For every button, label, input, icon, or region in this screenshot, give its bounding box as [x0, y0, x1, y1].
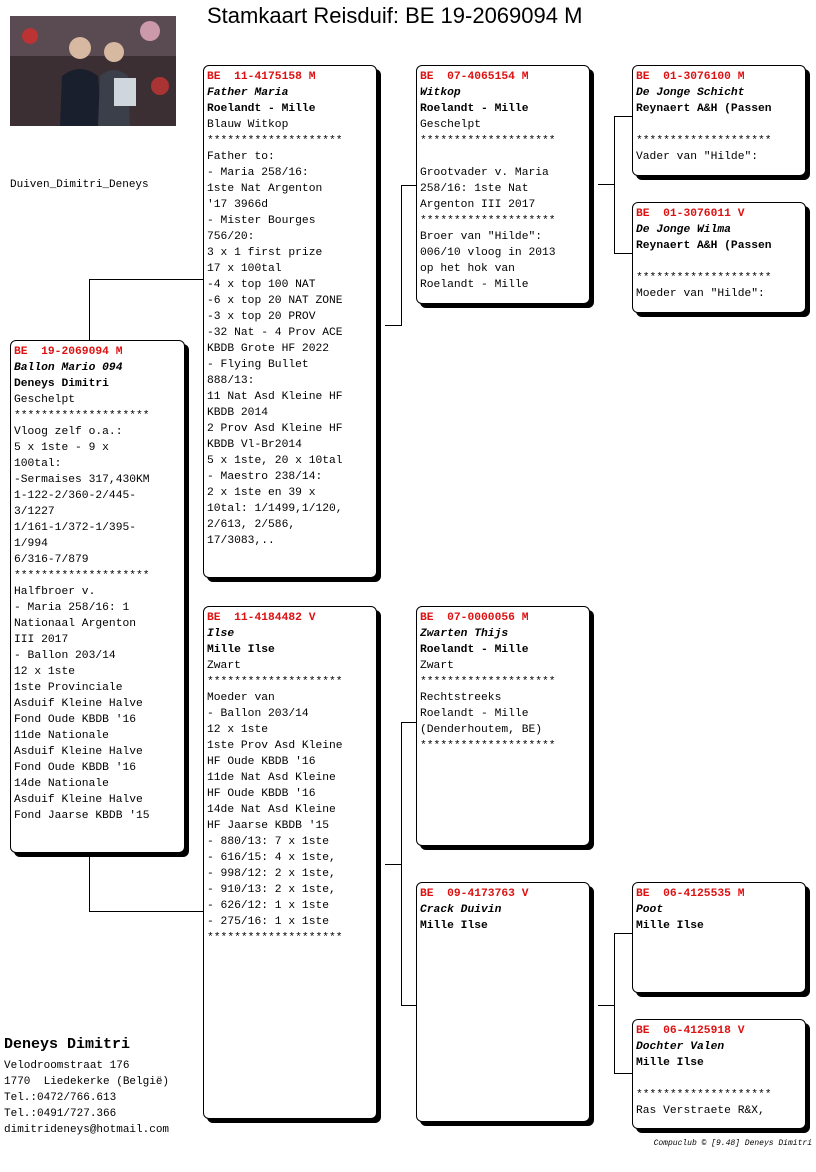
- breeder-name: Roelandt - Mille: [420, 644, 529, 656]
- detail-line: op het hok van: [420, 263, 515, 275]
- detail-line: KBDB Grote HF 2022: [207, 343, 330, 355]
- detail-line: Vader van "Hilde":: [636, 151, 759, 163]
- ring-number: BE 07-0000056 M: [420, 612, 529, 624]
- footer-city: 1770 Liedekerke (België): [4, 1076, 170, 1088]
- connector: [401, 1005, 417, 1006]
- page-title: Stamkaart Reisduif: BE 19-2069094 M: [207, 3, 583, 28]
- detail-line: Asduif Kleine Halve: [14, 698, 143, 710]
- pigeon-name: Zwarten Thijs: [420, 628, 509, 640]
- detail-line: - 910/13: 2 x 1ste,: [207, 884, 336, 896]
- detail-line: ********************: [420, 215, 556, 227]
- pigeon-name: Ballon Mario 094: [14, 362, 123, 374]
- connector: [89, 852, 90, 912]
- breeder-name: Mille Ilse: [636, 920, 704, 932]
- pigeon-name: Dochter Valen: [636, 1041, 725, 1053]
- footer-contact: [4, 1058, 169, 1138]
- detail-line: 1/994: [14, 538, 48, 550]
- detail-line: Roelandt - Mille: [420, 708, 529, 720]
- detail-line: ********************: [636, 135, 772, 147]
- detail-line: - 616/15: 4 x 1ste,: [207, 852, 336, 864]
- connector: [401, 722, 402, 1006]
- detail-line: ********************: [207, 135, 343, 147]
- ring-number: BE 11-4175158 M: [207, 71, 316, 83]
- detail-line: ********************: [207, 676, 343, 688]
- detail-line: 3/1227: [14, 506, 55, 518]
- detail-line: - Maria 258/16: 1: [14, 602, 130, 614]
- detail-line: [636, 117, 802, 133]
- detail-line: -4 x top 100 NAT: [207, 279, 316, 291]
- detail-line: - 880/13: 7 x 1ste: [207, 836, 330, 848]
- detail-line: Grootvader v. Maria: [420, 167, 549, 179]
- breeder-name: Roelandt - Mille: [207, 103, 316, 115]
- pigeon-name: De Jonge Wilma: [636, 224, 731, 236]
- connector: [598, 1005, 614, 1006]
- connector: [401, 185, 417, 186]
- detail-line: - Ballon 203/14: [207, 708, 309, 720]
- pigeon-name: De Jonge Schicht: [636, 87, 745, 99]
- detail-line: Zwart: [207, 660, 241, 672]
- detail-line: [636, 254, 802, 270]
- detail-line: -Sermaises 317,430KM: [14, 474, 150, 486]
- detail-line: Fond Oude KBDB '16: [14, 762, 137, 774]
- connector: [89, 279, 90, 341]
- detail-line: 100tal:: [14, 458, 62, 470]
- detail-line: Geschelpt: [420, 119, 482, 131]
- detail-line: 1ste Provinciale: [14, 682, 123, 694]
- detail-line: Nationaal Argenton: [14, 618, 137, 630]
- connector: [614, 933, 632, 934]
- detail-line: 5 x 1ste, 20 x 10tal: [207, 455, 343, 467]
- detail-line: -32 Nat - 4 Prov ACE: [207, 327, 343, 339]
- connector: [614, 116, 615, 254]
- footer-phone-1: Tel.:0472/766.613: [4, 1092, 117, 1104]
- breeder-name: Reynaert A&H (Passen: [636, 103, 772, 115]
- detail-line: Rechtstreeks: [420, 692, 502, 704]
- connector: [401, 722, 417, 723]
- detail-line: - Maria 258/16:: [207, 167, 309, 179]
- detail-line: ********************: [420, 740, 556, 752]
- ring-number: BE 19-2069094 M: [14, 346, 123, 358]
- detail-line: HF Oude KBDB '16: [207, 756, 316, 768]
- pigeon-name: Ilse: [207, 628, 235, 640]
- detail-line: - 626/12: 1 x 1ste: [207, 900, 330, 912]
- detail-line: - Mister Bourges: [207, 215, 316, 227]
- detail-line: - 998/12: 2 x 1ste,: [207, 868, 336, 880]
- breeder-name: Mille Ilse: [420, 920, 488, 932]
- connector: [614, 933, 615, 1074]
- detail-line: 2 x 1ste en 39 x: [207, 487, 316, 499]
- software-credit: Compuclub © [9.48] Deneys Dimitri: [653, 1139, 812, 1148]
- detail-line: 5 x 1ste - 9 x: [14, 442, 109, 454]
- detail-line: KBDB Vl-Br2014: [207, 439, 302, 451]
- connector: [614, 116, 632, 117]
- breeder-name: Roelandt - Mille: [420, 103, 529, 115]
- detail-line: ********************: [14, 570, 150, 582]
- pigeon-name: Poot: [636, 904, 664, 916]
- footer-email[interactable]: dimitrideneys@hotmail.com: [4, 1124, 170, 1136]
- detail-line: 11de Nat Asd Kleine: [207, 772, 336, 784]
- detail-line: - 275/16: 1 x 1ste: [207, 916, 330, 928]
- detail-line: 12 x 1ste: [207, 724, 269, 736]
- ring-number: BE 11-4184482 V: [207, 612, 316, 624]
- connector: [598, 184, 614, 185]
- detail-line: Broer van "Hilde":: [420, 231, 543, 243]
- detail-line: 2 Prov Asd Kleine HF: [207, 423, 343, 435]
- connector: [89, 279, 205, 280]
- detail-line: Father to:: [207, 151, 275, 163]
- detail-line: - Flying Bullet: [207, 359, 309, 371]
- detail-line: 14de Nationale: [14, 778, 109, 790]
- breeder-name: Mille Ilse: [207, 644, 275, 656]
- detail-line: 10tal: 1/1499,1/120,: [207, 503, 343, 515]
- detail-line: [420, 149, 586, 165]
- detail-line: 17 x 100tal: [207, 263, 282, 275]
- detail-line: KBDB 2014: [207, 407, 269, 419]
- detail-line: Asduif Kleine Halve: [14, 794, 143, 806]
- detail-line: Halfbroer v.: [14, 586, 96, 598]
- detail-line: Asduif Kleine Halve: [14, 746, 143, 758]
- pigeon-name: Father Maria: [207, 87, 289, 99]
- detail-line: Roelandt - Mille: [420, 279, 529, 291]
- detail-line: -6 x top 20 NAT ZONE: [207, 295, 343, 307]
- detail-line: 6/316-7/879: [14, 554, 89, 566]
- ring-number: BE 06-4125535 M: [636, 888, 745, 900]
- detail-line: Zwart: [420, 660, 454, 672]
- ring-number: BE 06-4125918 V: [636, 1025, 745, 1037]
- detail-line: [636, 1071, 802, 1087]
- detail-line: 006/10 vloog in 2013: [420, 247, 556, 259]
- connector: [89, 911, 205, 912]
- detail-line: Geschelpt: [14, 394, 76, 406]
- detail-line: 2/613, 2/586,: [207, 519, 296, 531]
- pigeon-card-mm-mother[interactable]: [632, 1019, 806, 1129]
- detail-line: ********************: [14, 410, 150, 422]
- footer-address: Velodroomstraat 176: [4, 1060, 130, 1072]
- detail-line: 17/3083,..: [207, 535, 275, 547]
- detail-line: 3 x 1 first prize: [207, 247, 323, 259]
- detail-line: Vloog zelf o.a.:: [14, 426, 123, 438]
- owner-tag: Duiven_Dimitri_Deneys: [10, 179, 149, 191]
- connector: [614, 253, 632, 254]
- breeder-name: Reynaert A&H (Passen: [636, 240, 772, 252]
- detail-line: 756/20:: [207, 231, 255, 243]
- connector: [614, 1073, 632, 1074]
- detail-line: ********************: [636, 272, 772, 284]
- breeder-name: Mille Ilse: [636, 1057, 704, 1069]
- pigeon-card-ff-mother[interactable]: [632, 202, 806, 313]
- ring-number: BE 01-3076011 V: [636, 208, 745, 220]
- detail-line: 1-122-2/360-2/445-: [14, 490, 137, 502]
- pigeon-card-maternal-grandfather[interactable]: [416, 606, 590, 846]
- detail-line: - Ballon 203/14: [14, 650, 116, 662]
- pigeon-card-father[interactable]: [203, 65, 377, 578]
- detail-line: 258/16: 1ste Nat: [420, 183, 529, 195]
- detail-line: ********************: [420, 135, 556, 147]
- detail-line: 888/13:: [207, 375, 255, 387]
- connector: [385, 864, 401, 865]
- detail-line: Fond Oude KBDB '16: [14, 714, 137, 726]
- pigeon-name: Crack Duivin: [420, 904, 502, 916]
- detail-line: Ras Verstraete R&X,: [636, 1105, 765, 1117]
- pigeon-card-maternal-grandmother[interactable]: [416, 882, 590, 1122]
- detail-line: 11 Nat Asd Kleine HF: [207, 391, 343, 403]
- detail-line: ********************: [420, 676, 556, 688]
- pigeon-card-mm-father[interactable]: [632, 882, 806, 993]
- connector: [401, 185, 402, 326]
- pigeon-card-mother[interactable]: [203, 606, 377, 1119]
- owner-photo: [10, 16, 176, 126]
- detail-line: 1ste Nat Argenton: [207, 183, 323, 195]
- footer-phone-2: Tel.:0491/727.366: [4, 1108, 117, 1120]
- ring-number: BE 07-4065154 M: [420, 71, 529, 83]
- detail-line: 1ste Prov Asd Kleine: [207, 740, 343, 752]
- detail-line: Blauw Witkop: [207, 119, 289, 131]
- detail-line: Argenton III 2017: [420, 199, 536, 211]
- detail-line: Moeder van: [207, 692, 275, 704]
- detail-line: Fond Jaarse KBDB '15: [14, 810, 150, 822]
- detail-line: (Denderhoutem, BE): [420, 724, 543, 736]
- pigeon-name: Witkop: [420, 87, 461, 99]
- detail-line: HF Jaarse KBDB '15: [207, 820, 330, 832]
- detail-line: 11de Nationale: [14, 730, 109, 742]
- ring-number: BE 09-4173763 V: [420, 888, 529, 900]
- detail-line: III 2017: [14, 634, 69, 646]
- detail-line: - Maestro 238/14:: [207, 471, 323, 483]
- detail-line: 12 x 1ste: [14, 666, 76, 678]
- pigeon-card-paternal-grandfather[interactable]: [416, 65, 590, 304]
- detail-line: Moeder van "Hilde":: [636, 288, 765, 300]
- detail-line: '17 3966d: [207, 199, 269, 211]
- detail-line: ********************: [207, 932, 343, 944]
- pigeon-card-ff-father[interactable]: [632, 65, 806, 176]
- footer-owner-name: Deneys Dimitri: [4, 1036, 131, 1053]
- detail-line: HF Oude KBDB '16: [207, 788, 316, 800]
- detail-line: ********************: [636, 1089, 772, 1101]
- detail-line: 14de Nat Asd Kleine: [207, 804, 336, 816]
- detail-line: 1/161-1/372-1/395-: [14, 522, 137, 534]
- connector: [385, 325, 401, 326]
- breeder-name: Deneys Dimitri: [14, 378, 109, 390]
- pigeon-card-subject[interactable]: [10, 340, 185, 853]
- detail-line: -3 x top 20 PROV: [207, 311, 316, 323]
- ring-number: BE 01-3076100 M: [636, 71, 745, 83]
